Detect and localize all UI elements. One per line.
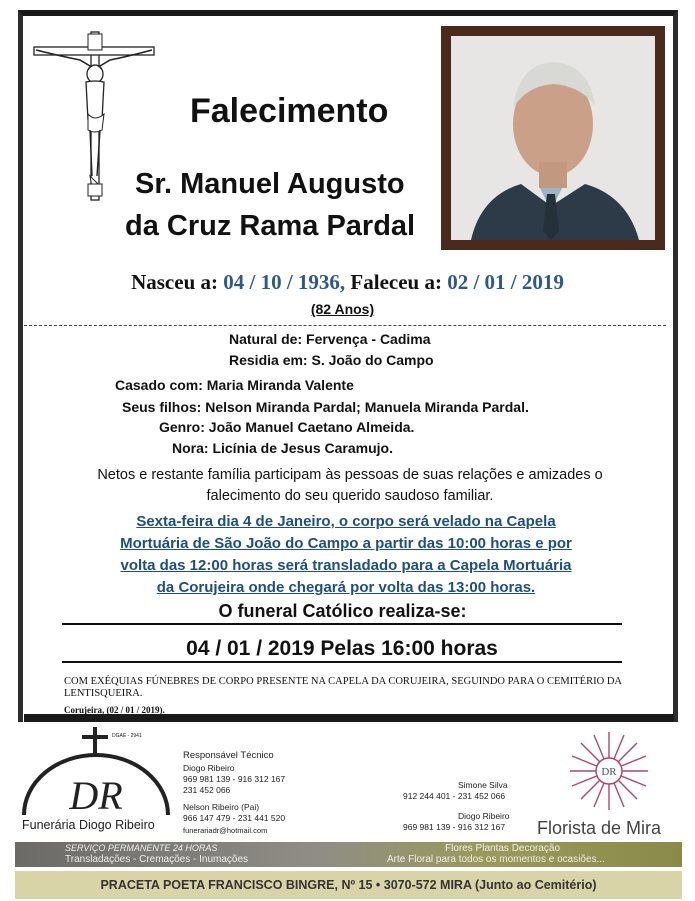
wake-line3: volta das 12:00 horas será transladado para a Capela Mortuária [120,557,572,574]
email[interactable]: funerariadr@hotmail.com [183,826,268,835]
natural-de: Natural de: Fervença - Cadima [229,331,431,347]
dgae: DGAE - 2941 [112,733,142,739]
resp-name: Diogo Ribeiro [183,763,235,773]
funeral-heading: O funeral Católico realiza-se: [218,601,467,621]
dashed-divider [24,325,666,326]
address-bar: PRACETA POETA FRANCISCO BINGRE, Nº 15 • 3070-572 MIRA (Junto ao Cemitério) [15,871,682,899]
nelson-phone: 966 147 479 - 231 441 520 [183,813,286,823]
deceased-name-line1: Sr. Manuel Augusto [135,168,405,200]
portrait-photo [451,36,655,240]
died-date: 02 / 01 / 2019 [447,270,564,294]
born-date: 04 / 10 / 1936, [223,270,346,294]
page-title: Falecimento [190,92,389,130]
born-label: Nasceu a: [131,270,218,294]
resp-phone2: 231 452 066 [183,785,231,795]
services-banner [15,842,682,867]
portrait-frame [441,26,665,250]
florista-flower-icon [564,730,654,812]
funeral-datetime: 04 / 01 / 2019 Pelas 16:00 horas [62,623,622,663]
diogo2-phone: 969 981 139 - 916 312 167 [403,822,506,832]
resp-title: Responsável Técnico [183,750,274,761]
birth-death-dates [0,270,695,295]
died-label: Faleceu a: [350,270,442,294]
diogo2-name: Diogo Ribeiro [458,811,510,821]
wake-line1: Sexta-feira dia 4 de Janeiro, o corpo será velado na Capela [136,513,556,530]
florista-name: Florista de Mira [537,818,662,838]
nora: Nora: Licínia de Jesus Caramujo. [172,440,393,456]
wake-line4: da Corujeira onde chegará por volta das 13:00 horas. [156,579,536,596]
company-name: Funerária Diogo Ribeiro [22,818,155,832]
residia-em: Residia em: S. João do Campo [229,352,434,368]
portrait-silhouette-icon [451,36,655,240]
arte-floral: Arte Floral para todos os momentos e ocasiões... [387,854,605,865]
services-list: Transladações - Cremações - Inumações [65,854,249,865]
seus-filhos: Seus filhos: Nelson Miranda Pardal; Manuela Miranda Pardal. [122,399,529,415]
resp-phone1: 969 981 139 - 916 312 167 [183,774,286,784]
age: (82 Anos) [310,301,375,317]
casado-com: Casado com: Maria Miranda Valente [115,377,354,393]
deceased-name-line2: da Cruz Rama Pardal [125,210,416,242]
genro: Genro: João Manuel Caetano Almeida. [159,419,415,435]
wake-info [60,511,632,599]
message-line2: falecimento do seu querido saudoso familiar. [206,488,494,504]
logo-initials: DR [69,773,123,818]
wake-line2: Mortuária de São João do Campo a partir das 10:00 horas e por [120,535,572,552]
florista-initials: DR [601,766,617,778]
message-line1: Netos e restante família participam às pessoas de suas relações e amizades o [97,467,603,483]
simone-phone: 912 244 401 - 231 452 066 [403,791,506,801]
place-date: Corujeira, (02 / 01 / 2019). [64,705,165,715]
exequias-note: COM EXÉQUIAS FÚNEBRES DE CORPO PRESENTE NA CAPELA DA CORUJEIRA, SEGUINDO PARA O CEMITÉRIO DA LENTISQUEIRA. [64,676,622,699]
service-24h: SERVIÇO PERMANENTE 24 HORAS [65,843,218,853]
frame-bottom-bar [24,714,674,722]
flores-plantas: Flores Plantas Decoração [445,843,561,854]
simone-name: Simone Silva [458,780,508,790]
nelson-name: Nelson Ribeiro (Pai) [183,802,260,812]
